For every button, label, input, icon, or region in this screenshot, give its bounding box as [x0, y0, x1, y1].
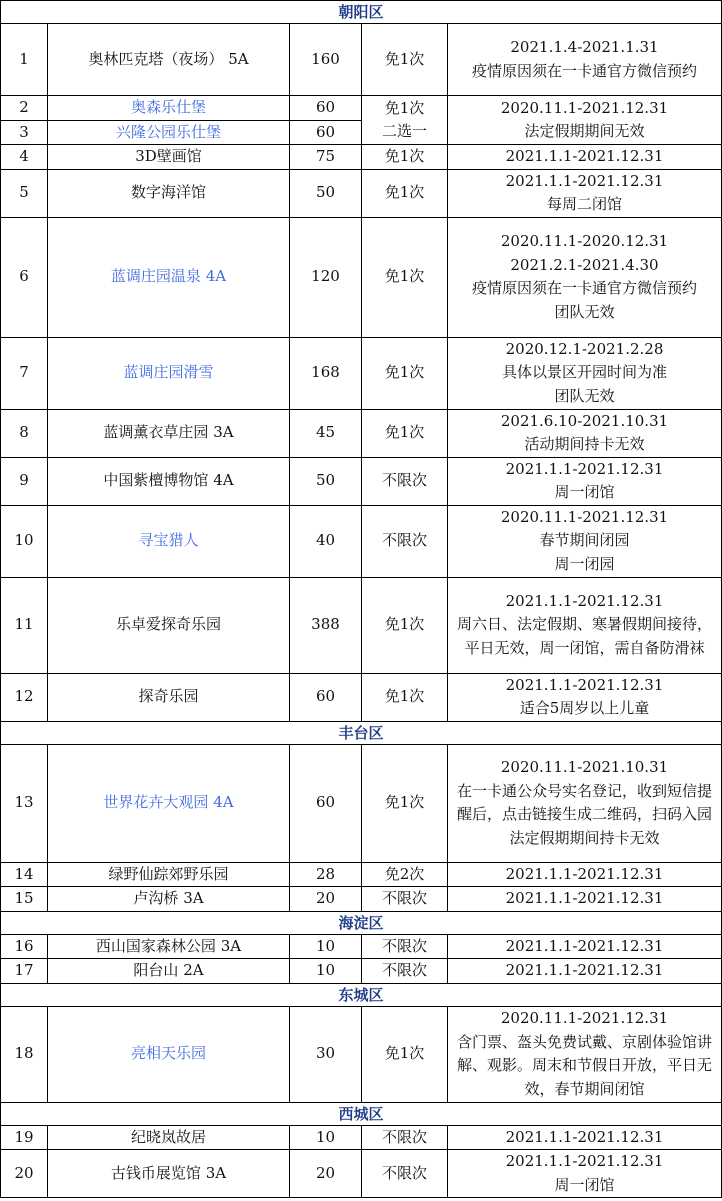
attraction-link[interactable]: 蓝调庄园温泉 4A [48, 217, 290, 337]
visit-limit: 免1次 [362, 744, 448, 862]
row-number: 5 [1, 169, 48, 217]
attraction-name: 阳台山 2A [48, 959, 290, 984]
price: 30 [290, 1006, 362, 1102]
validity-note: 2020.11.1-2020.12.31 2021.2.1-2021.4.30 疫情原因须在一卡通官方微信预约 团队无效 [448, 217, 722, 337]
price: 60 [290, 673, 362, 721]
table-row [1, 24, 722, 96]
validity-note: 2020.11.1-2021.10.31 在一卡通公众号实名登记，收到短信提醒后，点击链接生成二维码，扫码入园 法定假期期间持卡无效 [448, 744, 722, 862]
attraction-name: 数字海洋馆 [48, 169, 290, 217]
row-number: 10 [1, 505, 48, 577]
table-row [1, 959, 722, 984]
visit-limit: 免1次 [362, 24, 448, 96]
price: 20 [290, 1150, 362, 1198]
row-number: 14 [1, 862, 48, 887]
visit-limit: 不限次 [362, 1125, 448, 1150]
validity-note: 2021.1.1-2021.12.31 适合5周岁以上儿童 [448, 673, 722, 721]
visit-limit: 免1次 [362, 145, 448, 170]
visit-limit: 免1次 二选一 [362, 96, 448, 145]
table-row [1, 457, 722, 505]
validity-note: 2021.1.1-2021.12.31 [448, 145, 722, 170]
visit-limit: 不限次 [362, 934, 448, 959]
attraction-name: 乐卓爱探奇乐园 [48, 577, 290, 673]
row-number: 16 [1, 934, 48, 959]
row-number: 2 [1, 96, 48, 121]
validity-note: 2021.1.1-2021.12.31 每周二闭馆 [448, 169, 722, 217]
district-fengtai: 丰台区 [1, 721, 722, 744]
price: 28 [290, 862, 362, 887]
visit-limit: 免1次 [362, 337, 448, 409]
table-row [1, 1150, 722, 1198]
table-row [1, 169, 722, 217]
table-row [1, 934, 722, 959]
price: 160 [290, 24, 362, 96]
price: 10 [290, 934, 362, 959]
price: 40 [290, 505, 362, 577]
visit-limit: 免1次 [362, 169, 448, 217]
attraction-name: 绿野仙踪郊野乐园 [48, 862, 290, 887]
table-row [1, 1125, 722, 1150]
table-row [1, 505, 722, 577]
validity-note: 2021.1.1-2021.12.31 周六日、法定假期、寒暑假期间接待，平日无效，周一闭馆，需自备防滑袜 [448, 577, 722, 673]
validity-note: 2020.11.1-2021.12.31 春节期间闭园 周一闭园 [448, 505, 722, 577]
attraction-name: 中国紫檀博物馆 4A [48, 457, 290, 505]
price: 388 [290, 577, 362, 673]
price: 168 [290, 337, 362, 409]
validity-note: 2021.1.1-2021.12.31 [448, 934, 722, 959]
price: 50 [290, 457, 362, 505]
row-number: 3 [1, 120, 48, 145]
district-row [1, 1102, 722, 1125]
validity-note: 2021.1.1-2021.12.31 [448, 959, 722, 984]
visit-limit: 不限次 [362, 1150, 448, 1198]
table-row [1, 96, 722, 121]
district-row [1, 911, 722, 934]
row-number: 20 [1, 1150, 48, 1198]
price: 50 [290, 169, 362, 217]
row-number: 11 [1, 577, 48, 673]
validity-note: 2020.11.1-2021.12.31 法定假期期间无效 [448, 96, 722, 145]
attraction-name: 奥林匹克塔（夜场） 5A [48, 24, 290, 96]
row-number: 4 [1, 145, 48, 170]
attraction-name: 蓝调薰衣草庄园 3A [48, 409, 290, 457]
validity-note: 2021.1.4-2021.1.31 疫情原因须在一卡通官方微信预约 [448, 24, 722, 96]
attraction-name: 古钱币展览馆 3A [48, 1150, 290, 1198]
row-number: 1 [1, 24, 48, 96]
visit-limit: 不限次 [362, 887, 448, 912]
row-number: 8 [1, 409, 48, 457]
price: 20 [290, 887, 362, 912]
visit-limit: 免1次 [362, 1006, 448, 1102]
attraction-name: 探奇乐园 [48, 673, 290, 721]
row-number: 12 [1, 673, 48, 721]
district-chaoyang: 朝阳区 [1, 1, 722, 24]
visit-limit: 不限次 [362, 457, 448, 505]
price: 60 [290, 96, 362, 121]
district-row [1, 721, 722, 744]
price: 75 [290, 145, 362, 170]
attraction-link[interactable]: 蓝调庄园滑雪 [48, 337, 290, 409]
visit-limit: 免1次 [362, 217, 448, 337]
table-row [1, 577, 722, 673]
validity-note: 2021.1.1-2021.12.31 [448, 887, 722, 912]
attraction-link[interactable]: 世界花卉大观园 4A [48, 744, 290, 862]
validity-note: 2021.1.1-2021.12.31 [448, 1125, 722, 1150]
table-row [1, 409, 722, 457]
price: 120 [290, 217, 362, 337]
attraction-name: 纪晓岚故居 [48, 1125, 290, 1150]
price: 45 [290, 409, 362, 457]
validity-note: 2021.1.1-2021.12.31 周一闭馆 [448, 1150, 722, 1198]
table-row [1, 145, 722, 170]
price: 60 [290, 744, 362, 862]
price: 10 [290, 1125, 362, 1150]
attraction-link[interactable]: 奥森乐仕堡 [48, 96, 290, 121]
table-row [1, 744, 722, 862]
validity-note: 2021.6.10-2021.10.31 活动期间持卡无效 [448, 409, 722, 457]
visit-limit: 不限次 [362, 959, 448, 984]
validity-note: 2020.12.1-2021.2.28 具体以景区开园时间为准 团队无效 [448, 337, 722, 409]
attraction-name: 3D壁画馆 [48, 145, 290, 170]
row-number: 18 [1, 1006, 48, 1102]
attraction-name: 西山国家森林公园 3A [48, 934, 290, 959]
visit-limit: 免1次 [362, 577, 448, 673]
table-row [1, 337, 722, 409]
visit-limit: 免1次 [362, 673, 448, 721]
price: 60 [290, 120, 362, 145]
row-number: 9 [1, 457, 48, 505]
row-number: 19 [1, 1125, 48, 1150]
table-row [1, 1006, 722, 1102]
attraction-name: 卢沟桥 3A [48, 887, 290, 912]
attraction-link[interactable]: 兴隆公园乐仕堡 [48, 120, 290, 145]
visit-limit: 免1次 [362, 409, 448, 457]
validity-note: 2021.1.1-2021.12.31 [448, 862, 722, 887]
price: 10 [290, 959, 362, 984]
district-dongcheng: 东城区 [1, 983, 722, 1006]
table-row [1, 887, 722, 912]
table-row [1, 673, 722, 721]
district-row [1, 1, 722, 24]
row-number: 15 [1, 887, 48, 912]
table-row [1, 862, 722, 887]
attraction-link[interactable]: 寻宝猎人 [48, 505, 290, 577]
district-haidian: 海淀区 [1, 911, 722, 934]
visit-limit: 不限次 [362, 505, 448, 577]
attraction-link[interactable]: 亮相天乐园 [48, 1006, 290, 1102]
validity-note: 2021.1.1-2021.12.31 周一闭馆 [448, 457, 722, 505]
validity-note: 2020.11.1-2021.12.31 含门票、盔头免费试戴、京剧体验馆讲解、观影。周末和节假日开放，平日无效，春节期间闭馆 [448, 1006, 722, 1102]
visit-limit: 免2次 [362, 862, 448, 887]
row-number: 17 [1, 959, 48, 984]
row-number: 7 [1, 337, 48, 409]
row-number: 6 [1, 217, 48, 337]
district-row [1, 983, 722, 1006]
table-row [1, 217, 722, 337]
district-xicheng: 西城区 [1, 1102, 722, 1125]
row-number: 13 [1, 744, 48, 862]
